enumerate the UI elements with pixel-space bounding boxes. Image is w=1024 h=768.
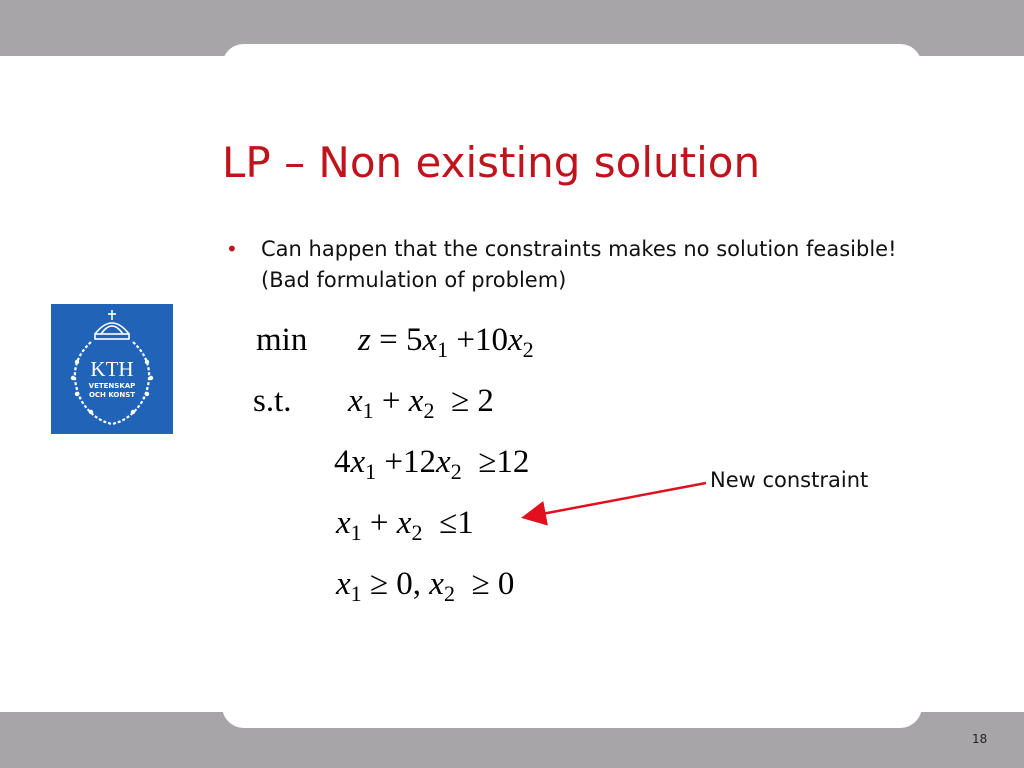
c1-s1: 1 (362, 398, 374, 423)
c3-s1: 1 (350, 520, 362, 545)
logo-line1-text: VETENSKAP (88, 382, 136, 390)
c1-s2: 2 (423, 398, 435, 423)
obj-eq: = (379, 322, 398, 358)
obj-z: z (358, 322, 371, 358)
obj-x2: x (508, 322, 523, 358)
c2-rel: ≥ (478, 444, 497, 480)
c1-x1: x (348, 383, 363, 419)
c1-x2: x (408, 383, 424, 419)
c4-x2: x (429, 566, 444, 602)
c4-rel1: ≥ (369, 566, 389, 602)
c3-s2: 2 (411, 520, 423, 545)
c4-s2: 2 (443, 581, 455, 606)
obj-x1: x (422, 322, 438, 358)
c4-rhs1: 0, (396, 566, 422, 602)
bullet-dot-icon: • (226, 237, 238, 261)
c2-x1: x (350, 444, 366, 480)
c2-s2: 2 (450, 459, 462, 484)
c3-plus: + (369, 505, 389, 541)
c3-rhs: 1 (457, 505, 474, 541)
c4-rel2: ≥ (471, 566, 490, 602)
c2-s1: 1 (365, 459, 377, 484)
bullet-text: Can happen that the constraints makes no solution feasible! (Bad formulation of problem) (261, 237, 897, 292)
logo-line2-text: OCH KONST (88, 391, 136, 399)
logo-main-text: KTH (90, 357, 134, 381)
slide-title: LP – Non existing solution (222, 138, 761, 187)
c4-s1: 1 (350, 581, 362, 606)
c2-a: 4 (334, 444, 351, 480)
c4-rhs2: 0 (497, 566, 515, 602)
c3-rel: ≤ (438, 505, 458, 541)
c3-x1: x (336, 505, 351, 541)
c1-plus: + (381, 383, 401, 419)
page-number: 18 (972, 732, 988, 746)
min-label: min (256, 322, 308, 358)
obj-s2: 2 (522, 337, 534, 362)
st-label: s.t. (253, 383, 292, 419)
obj-plus: + (456, 322, 475, 358)
c1-rel: ≥ (450, 383, 470, 419)
c2-x2: x (436, 444, 451, 480)
c2-rhs: 12 (496, 444, 530, 480)
c3-x2: x (396, 505, 412, 541)
obj-c2: 10 (475, 322, 508, 358)
arrow-line (526, 483, 706, 517)
c2-b: 12 (403, 444, 437, 480)
c1-rhs: 2 (477, 383, 494, 419)
c4-x1: x (336, 566, 351, 602)
annotation-label: New constraint (710, 468, 869, 492)
obj-c1: 5 (405, 322, 423, 358)
obj-s1: 1 (437, 337, 449, 362)
c2-plus: + (384, 444, 404, 480)
